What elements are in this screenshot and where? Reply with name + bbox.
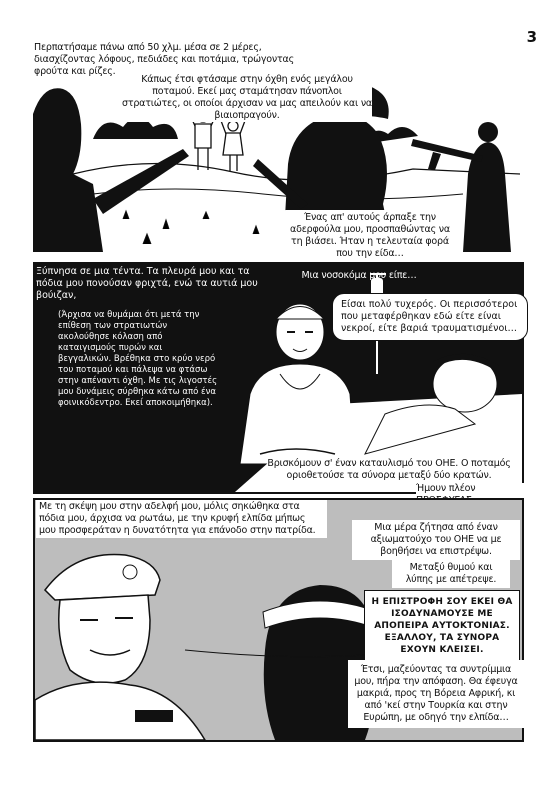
panel-1-caption-top: Περπατήσαμε πάνω από 50 χλμ. μέσα σε 2 μέρες, διασχίζοντας λόφους, πεδιάδες και ποτάμια, τρώγοντας φρούτα και ρίζες.	[34, 42, 294, 77]
panel-2-caption-left: (Άρχισα να θυμάμαι ότι μετά την επίθεση των στρατιωτών ακολούθησε κόλαση από καταιγισμούς πυρών και βεγγαλικών. Βρέθηκα στο κρύο νερό του ποταμού και πάλεψα να φτάσω στην απέναντι όχθη. Με τις λιγοστές μου δυνάμεις σύρθηκα κάτω από ένα φοινικόδεντρο. Εκεί αποκοιμήθηκα).	[58, 310, 218, 408]
panel-3-caption-right2: Μεταξύ θυμού και λύπης με απέτρεψε.	[392, 560, 510, 588]
panel-3-speech-bubble: Η ΕΠΙΣΤΡΟΦΗ ΣΟΥ ΕΚΕΙ ΘΑ ΙΣΟΔΥΝΑΜΟΥΣΕ ΜΕ ΑΠΟΠΕΙΡΑ ΑΥΤΟΚΤΟΝΙΑΣ. ΕΞΑΛΛΟΥ, ΤΑ ΣΥΝΟΡΑ ΕΧΟΥΝ ΚΛΕΙΣΕΙ.	[364, 590, 520, 662]
panel-3-caption-top: Με τη σκέψη μου στην αδελφή μου, μόλις σηκώθηκα στα πόδια μου, άρχισα να ρωτάω, με την κρυφή ελπίδα μήπως μου προσφεράταν η δυνατότητα για επάνοδο στην πατρίδα.	[36, 500, 327, 538]
panel-2-caption-nurse: Μια νοσοκόμα μου είπε…	[301, 270, 417, 281]
panel-3-caption-right1: Μια μέρα ζήτησα από έναν αξιωματούχο του ΟΗΕ να με βοηθήσει να επιστρέψω.	[352, 520, 520, 560]
panel-2-caption-refugee: Ήμουν πλέον	[416, 483, 526, 507]
panel-2-caption-top: Ξύπνησα σε μια τέντα. Τα πλευρά μου και τα πόδια μου πονούσαν φριχτά, ενώ τα αυτιά μου βούιζαν,	[36, 266, 258, 301]
panel-3-caption-bottom: Έτσι, μαζεύοντας τα συντρίμμια μου, πήρα την απόφαση. Θα έφευγα μακριά, προς τη Βόρεια Αφρική, κι από 'κεί στην Τουρκία και στην Ευρώπη, με οδηγό την ελπίδα…	[348, 660, 524, 728]
panel-2-caption-bottom: Βρισκόμουν σ' έναν καταυλισμό του ΟΗΕ. Ο ποταμός οριοθετούσε τα σύνορα μεταξύ δύο κρατών.	[267, 458, 511, 481]
panel-2-speech-bubble: Είσαι πολύ τυχερός. Οι περισσότεροι που μεταφέρθηκαν εδώ είτε είναι νεκροί, είτε βαριά τραυματισμένοι…	[332, 293, 528, 341]
panel-1-caption-mid: Κάπως έτσι φτάσαμε στην όχθη ενός μεγάλου ποταμού. Εκεί μας σταμάτησαν πάνοπλοι στρατιώτες, οι οποίοι άρχισαν να μας απειλούν και να βιαιοπραγούν.	[122, 74, 372, 121]
panel-1-caption-bottom: Ένας απ' αυτούς άρπαξε την αδερφούλα μου, προσπαθώντας να τη βιάσει. Ήταν η τελευταία φορά που την είδα…	[282, 210, 458, 262]
page-number: 3	[526, 28, 537, 46]
